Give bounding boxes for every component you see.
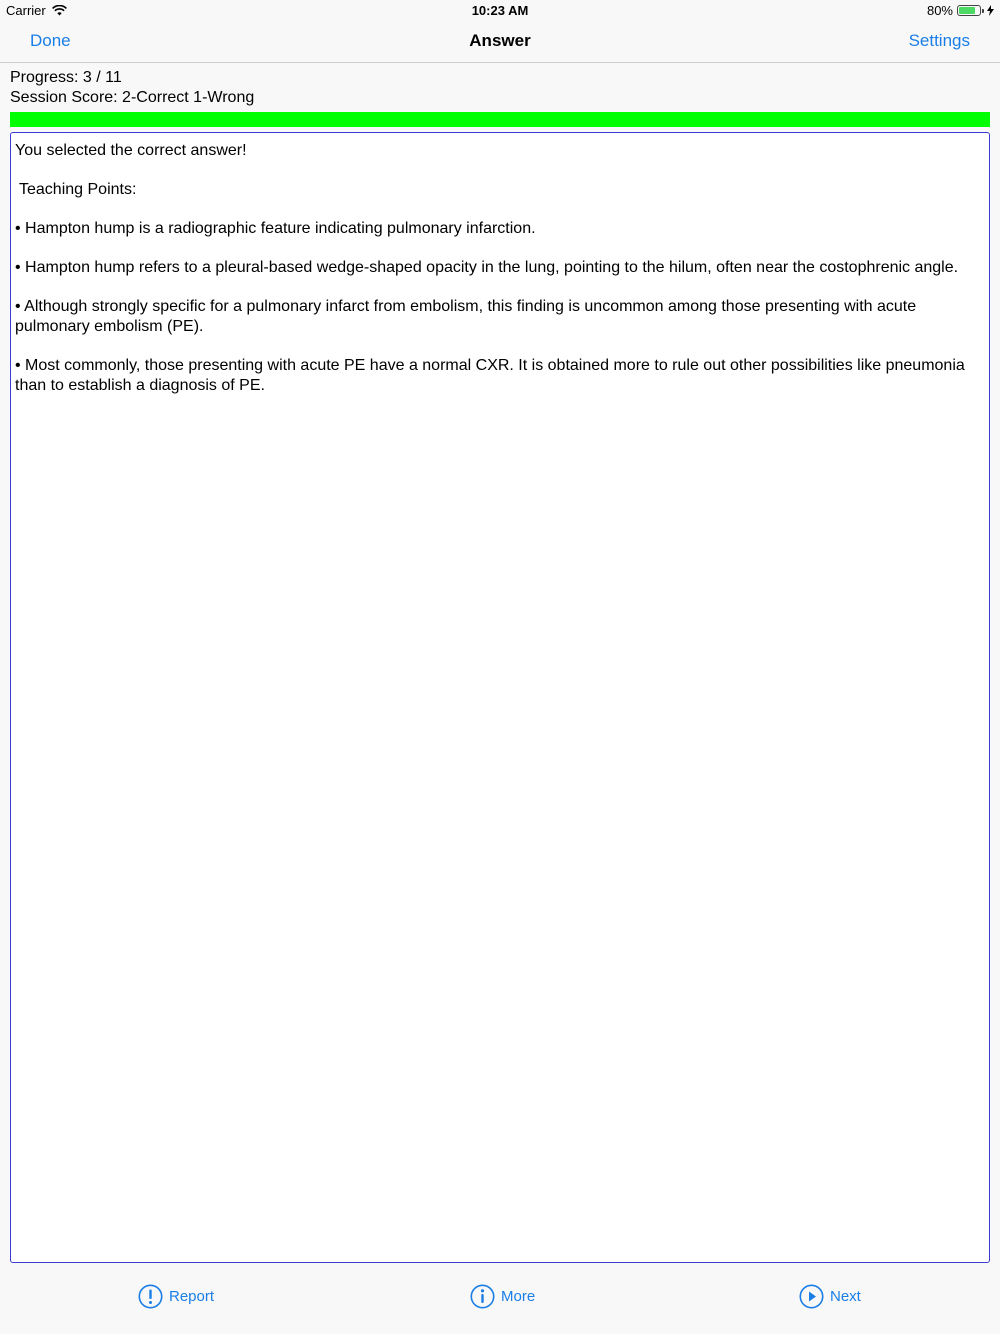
bottom-toolbar xyxy=(0,1270,1000,1334)
answer-text-box[interactable] xyxy=(10,132,990,1263)
charging-icon xyxy=(987,5,994,16)
teaching-point: • Most commonly, those presenting with acute PE have a normal CXR. It is obtained more to rule out other possibilities like pneumonia than to establish a diagnosis of PE. xyxy=(15,357,965,394)
navigation-bar xyxy=(0,22,1000,63)
battery-icon xyxy=(957,5,981,16)
next-label: Next xyxy=(830,1288,861,1305)
carrier-label: Carrier xyxy=(6,3,46,18)
progress-bar-fill xyxy=(10,112,990,127)
done-button[interactable]: Done xyxy=(30,31,71,50)
more-label: More xyxy=(501,1288,536,1305)
progress-bar xyxy=(10,112,990,127)
status-time: 10:23 AM xyxy=(471,3,529,18)
exclamation-circle-icon xyxy=(138,1284,163,1309)
teaching-points-heading: Teaching Points: xyxy=(19,181,137,198)
session-score-text: Session Score: 2-Correct 1-Wrong xyxy=(10,89,255,106)
battery-indicator xyxy=(927,3,994,18)
info-circle-icon xyxy=(470,1284,495,1309)
page-title: Answer xyxy=(469,31,531,50)
report-label: Report xyxy=(169,1288,215,1305)
battery-percent: 80% xyxy=(926,3,953,18)
answer-result: You selected the correct answer! xyxy=(15,142,247,159)
teaching-point: • Hampton hump is a radiographic feature indicating pulmonary infarction. xyxy=(15,220,536,237)
next-button[interactable] xyxy=(799,1284,861,1309)
battery-tip xyxy=(982,9,984,13)
status-bar xyxy=(0,0,1000,22)
battery-fill xyxy=(959,7,975,14)
progress-info xyxy=(10,68,254,108)
report-button[interactable] xyxy=(138,1284,214,1309)
settings-button[interactable]: Settings xyxy=(908,31,970,50)
teaching-point: • Although strongly specific for a pulmonary infarct from embolism, this finding is uncommon among those presenting with acute pulmonary embolism (PE). xyxy=(15,298,917,335)
play-circle-icon xyxy=(799,1284,824,1309)
progress-text: Progress: 3 / 11 xyxy=(10,69,122,86)
teaching-point: • Hampton hump refers to a pleural-based wedge-shaped opacity in the lung, pointing to the hilum, often near the costophrenic angle. xyxy=(15,259,959,276)
more-button[interactable] xyxy=(470,1284,535,1309)
